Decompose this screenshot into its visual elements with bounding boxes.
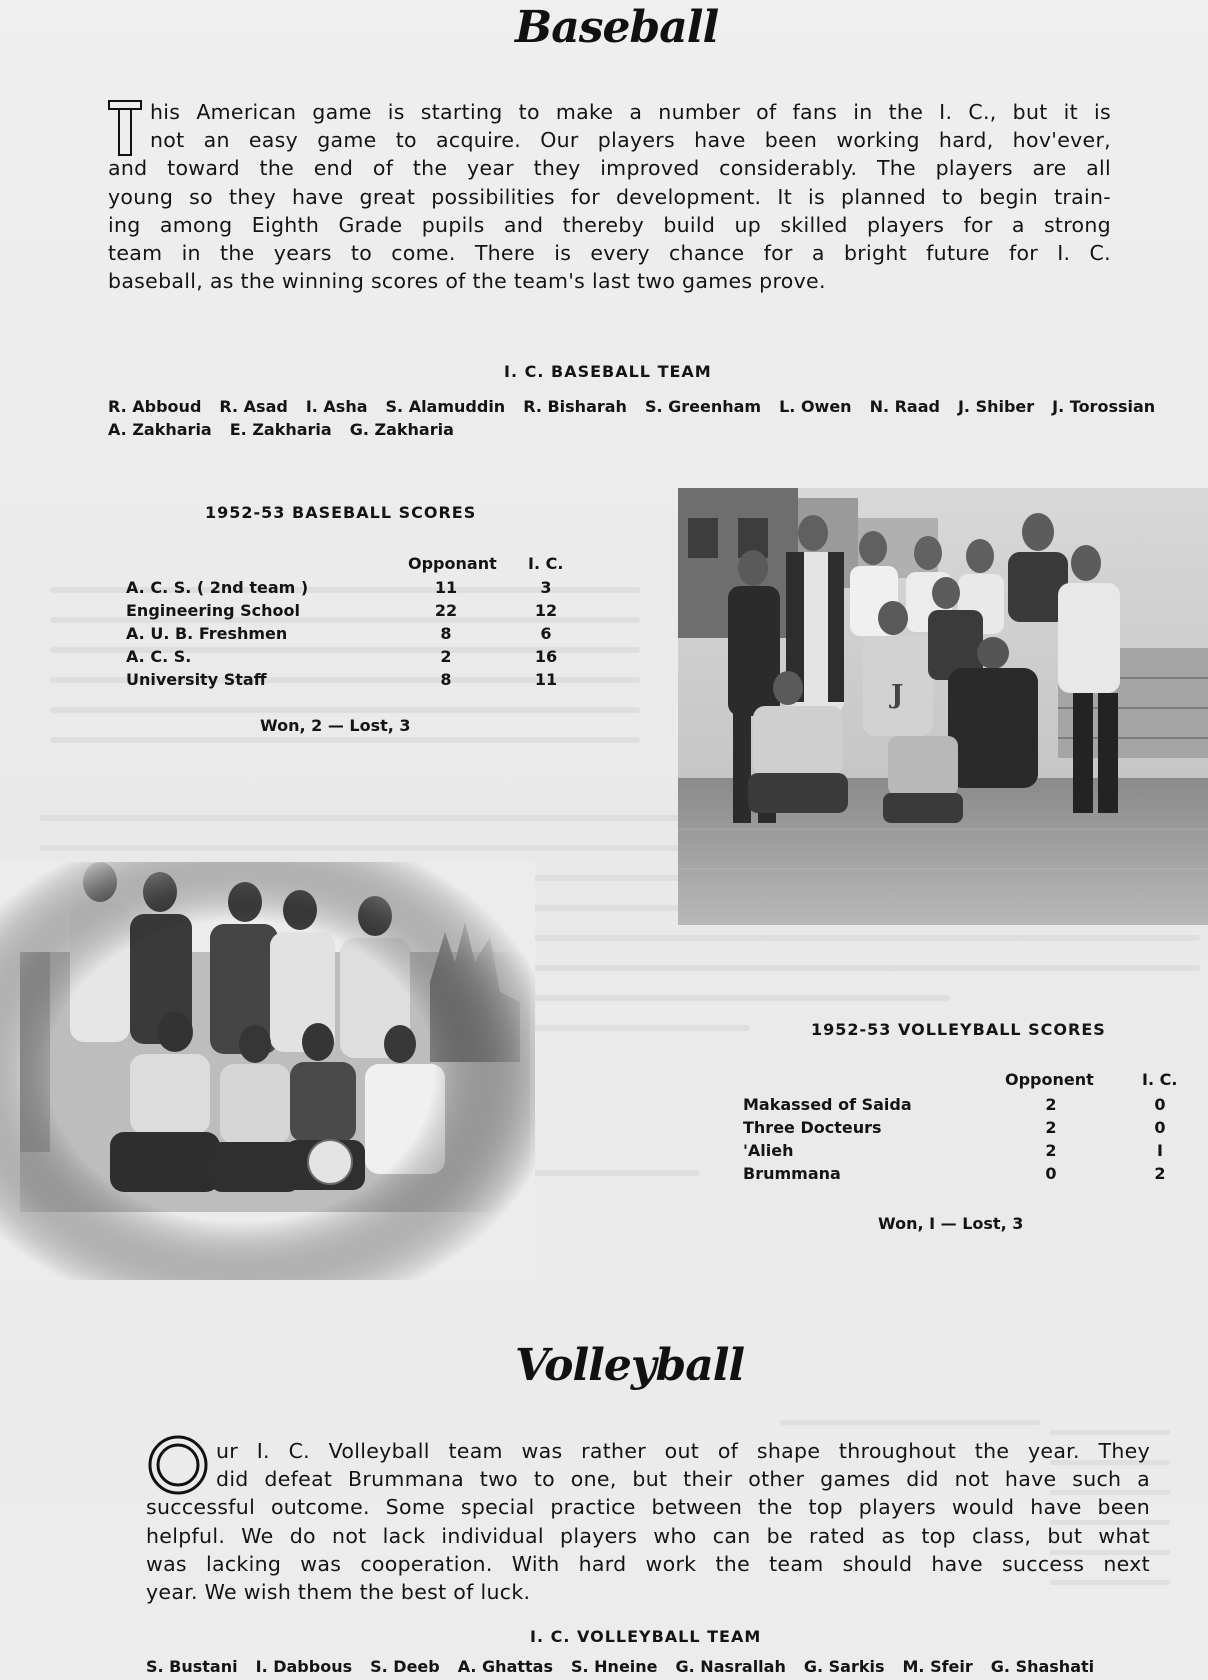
score-row xyxy=(743,1095,1183,1114)
baseball-scores-table xyxy=(126,552,596,742)
score-opponent: 2 xyxy=(1045,1095,1057,1114)
player-name: E. Zakharia xyxy=(229,420,332,439)
score-ic: 3 xyxy=(540,578,552,597)
baseball-team-photo xyxy=(678,488,1208,925)
volleyball-team-heading: I. C. VOLLEYBALL TEAM xyxy=(530,1627,762,1646)
score-ic: 6 xyxy=(540,624,552,643)
baseball-team-heading: I. C. BASEBALL TEAM xyxy=(504,362,712,381)
score-opponent: 2 xyxy=(1045,1141,1057,1160)
column-header-ic: I. C. xyxy=(528,554,564,573)
score-row xyxy=(126,624,596,643)
player-name: S. Hneine xyxy=(570,1657,658,1676)
player-name: N. Raad xyxy=(869,397,940,416)
paragraph-line: successful outcome. Some special practice between the top players would have been xyxy=(146,1495,1150,1520)
player-name: R. Bisharah xyxy=(523,397,627,416)
player-name: A. Ghattas xyxy=(457,1657,553,1676)
score-row xyxy=(126,670,596,689)
score-team: Makassed of Saida xyxy=(743,1095,912,1114)
score-ic: 12 xyxy=(534,601,558,620)
score-team: Three Docteurs xyxy=(743,1118,882,1137)
score-row xyxy=(743,1141,1183,1160)
player-name: G. Nasrallah xyxy=(675,1657,786,1676)
score-ic: 2 xyxy=(1154,1164,1166,1183)
player-name: I. Asha xyxy=(305,397,368,416)
player-name: S. Bustani xyxy=(146,1657,238,1676)
baseball-title: Baseball xyxy=(515,2,719,53)
volleyball-team-roster xyxy=(146,1657,1094,1676)
volleyball-scores-table xyxy=(743,1070,1183,1240)
paragraph-line: and toward the end of the year they improved considerably. The players are all xyxy=(108,156,1111,181)
player-name: L. Owen xyxy=(779,397,852,416)
player-name: R. Asad xyxy=(219,397,288,416)
paragraph-line: was lacking was cooperation. With hard work the team should have success next xyxy=(146,1551,1150,1576)
baseball-team-roster-line-1 xyxy=(108,397,1155,416)
paragraph-line: not an easy game to acquire. Our players have been working hard, hov'ever, xyxy=(150,128,1111,153)
paragraph-line: did defeat Brummana two to one, but their other games did not have such a xyxy=(216,1467,1150,1492)
score-opponent: 8 xyxy=(440,670,452,689)
volleyball-record: Won, I — Lost, 3 xyxy=(878,1214,1024,1233)
score-row xyxy=(126,601,596,620)
baseball-paragraph xyxy=(108,98,1111,295)
score-team: 'Alieh xyxy=(743,1141,794,1160)
score-row xyxy=(743,1164,1183,1183)
baseball-team-roster-line-2 xyxy=(108,420,472,439)
column-header-opponent: Opponant xyxy=(408,554,497,573)
score-opponent: 22 xyxy=(434,601,458,620)
paragraph-line: helpful. We do not lack individual players who can be rated as top class, but what xyxy=(146,1523,1150,1548)
score-opponent: 2 xyxy=(1045,1118,1057,1137)
paragraph-line: baseball, as the winning scores of the team's last two games prove. xyxy=(108,269,826,294)
score-ic: I xyxy=(1157,1141,1163,1160)
score-ic: 11 xyxy=(534,670,558,689)
paragraph-line: ing among Eighth Grade pupils and thereby build up skilled players for a strong xyxy=(108,212,1111,237)
score-row xyxy=(743,1118,1183,1137)
score-opponent: 2 xyxy=(440,647,452,666)
score-ic: 0 xyxy=(1154,1118,1166,1137)
player-name: G. Sarkis xyxy=(803,1657,885,1676)
score-team: A. C. S. ( 2nd team ) xyxy=(126,578,309,597)
player-name: S. Alamuddin xyxy=(385,397,506,416)
column-header-ic: I. C. xyxy=(1142,1070,1178,1089)
score-team: University Staff xyxy=(126,670,267,689)
baseball-scores-heading: 1952-53 BASEBALL SCORES xyxy=(205,503,477,522)
paragraph-line: his American game is starting to make a number of fans in the I. C., but it is xyxy=(150,100,1111,124)
player-name: S. Deeb xyxy=(370,1657,440,1676)
score-team: A. U. B. Freshmen xyxy=(126,624,288,643)
volleyball-team-photo xyxy=(0,862,535,1280)
paragraph-line: team in the years to come. There is every chance for a bright future for I. C. xyxy=(108,241,1111,266)
player-name: G. Zakharia xyxy=(349,420,454,439)
score-opponent: 8 xyxy=(440,624,452,643)
volleyball-paragraph xyxy=(146,1437,1150,1606)
volleyball-title: Volleyball xyxy=(515,1340,745,1391)
player-name: J. Shiber xyxy=(957,397,1035,416)
player-name: A. Zakharia xyxy=(108,420,212,439)
player-name: S. Greenham xyxy=(644,397,762,416)
player-name: R. Abboud xyxy=(108,397,202,416)
score-opponent: 11 xyxy=(434,578,458,597)
score-team: Engineering School xyxy=(126,601,301,620)
score-team: Brummana xyxy=(743,1164,841,1183)
paragraph-line: young so they have great possibilities for development. It is planned to begin train- xyxy=(108,184,1111,209)
score-team: A. C. S. xyxy=(126,647,192,666)
baseball-record: Won, 2 — Lost, 3 xyxy=(260,716,411,735)
player-name: I. Dabbous xyxy=(255,1657,353,1676)
volleyball-scores-heading: 1952-53 VOLLEYBALL SCORES xyxy=(811,1020,1106,1039)
score-row xyxy=(126,578,596,597)
score-row xyxy=(126,647,596,666)
score-ic: 0 xyxy=(1154,1095,1166,1114)
svg-text:J: J xyxy=(891,680,904,710)
score-opponent: 0 xyxy=(1045,1164,1057,1183)
column-header-opponent: Opponent xyxy=(1005,1070,1094,1089)
paragraph-line: year. We wish them the best of luck. xyxy=(146,1580,531,1605)
player-name: J. Torossian xyxy=(1052,397,1156,416)
score-ic: 16 xyxy=(534,647,558,666)
player-name: M. Sfeir xyxy=(902,1657,973,1676)
paragraph-line: ur I. C. Volleyball team was rather out of shape throughout the year. They xyxy=(216,1439,1150,1463)
player-name: G. Shashati xyxy=(990,1657,1095,1676)
